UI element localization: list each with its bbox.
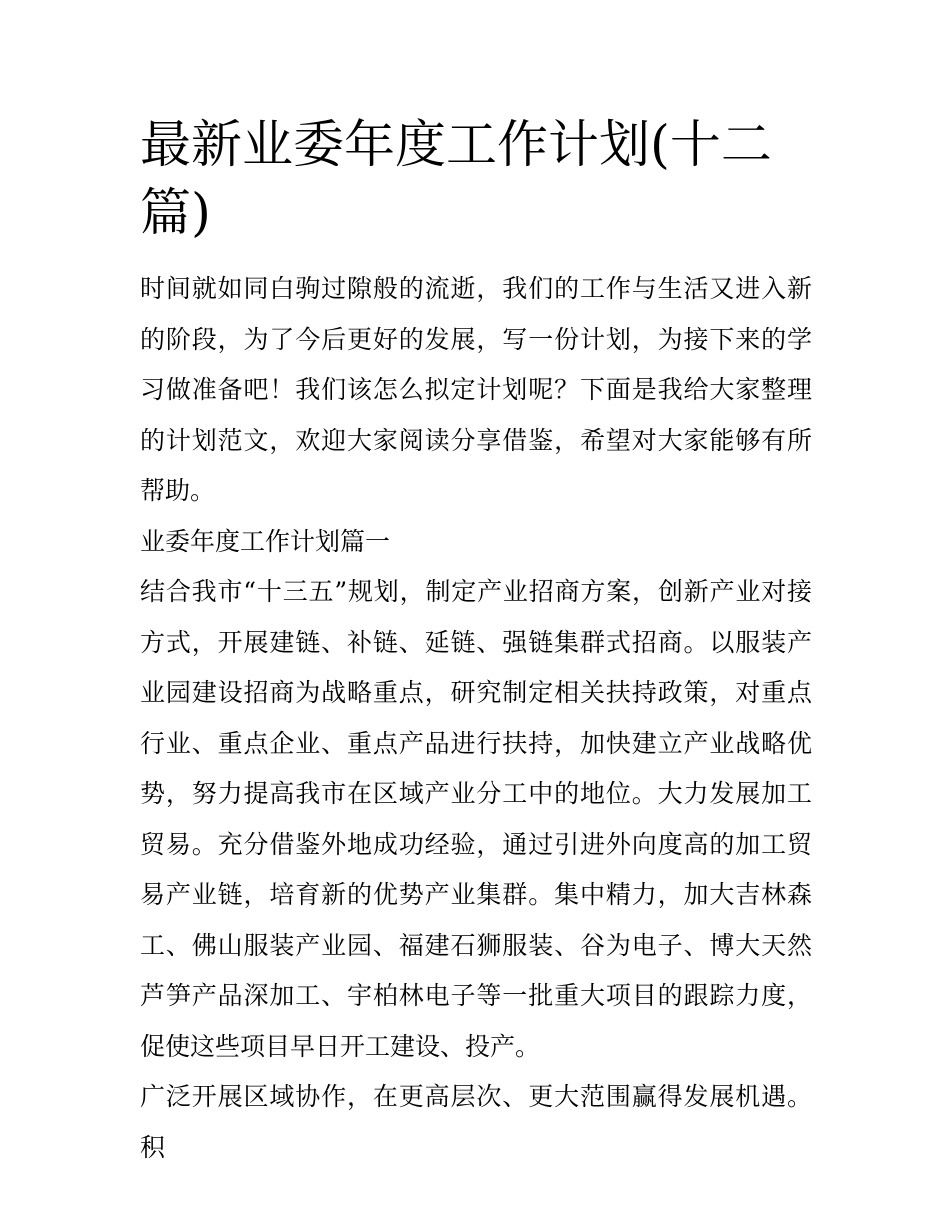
document-body bbox=[140, 112, 812, 1173]
section-heading: 业委年度工作计划篇一 bbox=[140, 526, 391, 556]
document-title: 最新业委年度工作计划(十二篇) bbox=[140, 116, 772, 243]
intro-paragraph: 时间就如同白驹过隙般的流逝，我们的工作与生活又进入新的阶段，为了今后更好的发展，写一份计划，为接下来的学习做准备吧！我们该怎么拟定计划呢？下面是我给大家整理的计划范文，欢迎大家阅读分享借鉴，希望对大家能够有所帮助。 bbox=[140, 274, 812, 505]
body-paragraph-2: 广泛开展区域协作，在更高层次、更大范围赢得发展机遇。积 bbox=[140, 1082, 812, 1162]
body-paragraph-1: 结合我市“十三五”规划，制定产业招商方案，创新产业对接方式，开展建链、补链、延链、强链集群式招商。以服装产业园建设招商为战略重点，研究制定相关扶持政策，对重点行业、重点企业、重点产品进行扶持，加快建立产业战略优势，努力提高我市在区域产业分工中的地位。大力发展加工贸易。充分借鉴外地成功经验，通过引进外向度高的加工贸易产业链，培育新的优势产业集群。集中精力，加大吉林森工、佛山服装产业园、福建石狮服装、谷为电子、博大天然芦笋产品深加工、宇柏林电子等一批重大项目的跟踪力度，促使这些项目早日开工建设、投产。 bbox=[140, 577, 812, 1061]
